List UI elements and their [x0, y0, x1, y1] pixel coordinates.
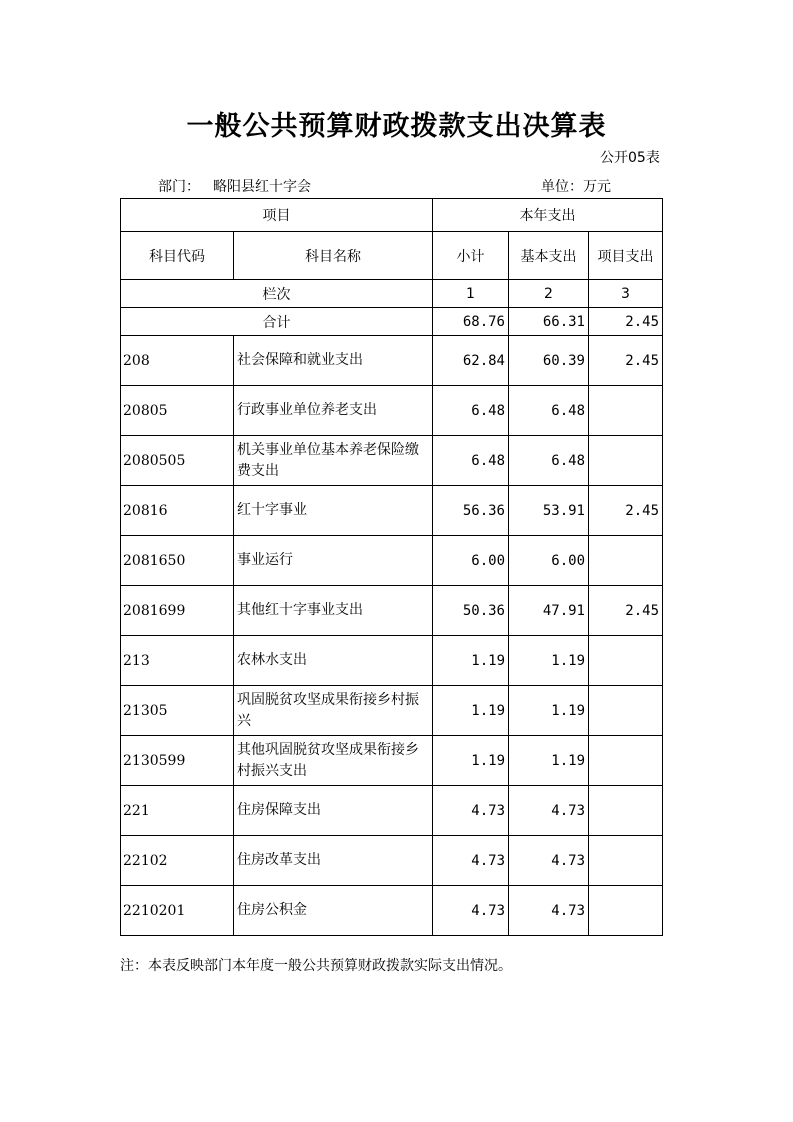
footnote: 注：本表反映部门本年度一般公共预算财政拨款实际支出情况。 [120, 958, 512, 974]
table-row [121, 636, 663, 686]
row-subtotal: 62.84 [433, 336, 509, 386]
header-current-year: 本年支出 [433, 199, 663, 232]
row-name: 红十字事业 [234, 486, 433, 536]
row-subtotal: 1.19 [433, 736, 509, 786]
row-project: 2.45 [589, 586, 663, 636]
header-name: 科目名称 [234, 232, 433, 280]
row-project [589, 386, 663, 436]
row-project [589, 686, 663, 736]
column-number-3: 3 [589, 280, 663, 308]
row-subtotal: 56.36 [433, 486, 509, 536]
table-row [121, 686, 663, 736]
row-basic: 60.39 [509, 336, 589, 386]
expenditure-table [120, 198, 663, 936]
department-label: 部门： [158, 179, 200, 195]
total-subtotal: 68.76 [433, 308, 509, 336]
row-project [589, 636, 663, 686]
row-project: 2.45 [589, 336, 663, 386]
table-row [121, 736, 663, 786]
row-code: 221 [121, 786, 234, 836]
row-basic: 53.91 [509, 486, 589, 536]
row-basic: 47.91 [509, 586, 589, 636]
table-row [121, 836, 663, 886]
row-name: 巩固脱贫攻坚成果衔接乡村振兴 [234, 686, 433, 736]
table-row [121, 786, 663, 836]
row-subtotal: 6.48 [433, 386, 509, 436]
table-row [121, 486, 663, 536]
row-code: 21305 [121, 686, 234, 736]
row-project [589, 886, 663, 936]
header-row-1 [121, 199, 663, 232]
total-row [121, 308, 663, 336]
row-basic: 4.73 [509, 836, 589, 886]
row-code: 2081650 [121, 536, 234, 586]
row-basic: 6.48 [509, 436, 589, 486]
row-project [589, 786, 663, 836]
row-basic: 4.73 [509, 786, 589, 836]
row-name: 住房保障支出 [234, 786, 433, 836]
row-code: 2210201 [121, 886, 234, 936]
row-name: 住房改革支出 [234, 836, 433, 886]
row-subtotal: 4.73 [433, 886, 509, 936]
header-basic: 基本支出 [509, 232, 589, 280]
table-row [121, 386, 663, 436]
column-number-row [121, 280, 663, 308]
row-code: 2080505 [121, 436, 234, 486]
row-subtotal: 1.19 [433, 686, 509, 736]
table-row [121, 886, 663, 936]
row-name: 住房公积金 [234, 886, 433, 936]
row-basic: 1.19 [509, 686, 589, 736]
row-project [589, 736, 663, 786]
header-subtotal: 小计 [433, 232, 509, 280]
page-title: 一般公共预算财政拨款支出决算表 [186, 111, 607, 142]
row-name: 其他巩固脱贫攻坚成果衔接乡村振兴支出 [234, 736, 433, 786]
row-project [589, 836, 663, 886]
column-number-label: 栏次 [121, 280, 433, 308]
total-basic: 66.31 [509, 308, 589, 336]
row-subtotal: 1.19 [433, 636, 509, 686]
row-code: 2081699 [121, 586, 234, 636]
row-code: 22102 [121, 836, 234, 886]
row-subtotal: 4.73 [433, 786, 509, 836]
row-name: 其他红十字事业支出 [234, 586, 433, 636]
header-item: 项目 [121, 199, 433, 232]
row-basic: 4.73 [509, 886, 589, 936]
row-subtotal: 6.00 [433, 536, 509, 586]
row-code: 213 [121, 636, 234, 686]
row-code: 208 [121, 336, 234, 386]
table-row [121, 536, 663, 586]
row-name: 事业运行 [234, 536, 433, 586]
table-row [121, 586, 663, 636]
table-row [121, 336, 663, 386]
row-name: 农林水支出 [234, 636, 433, 686]
row-basic: 1.19 [509, 636, 589, 686]
department-name: 略阳县红十字会 [213, 179, 311, 195]
row-code: 20805 [121, 386, 234, 436]
row-basic: 6.48 [509, 386, 589, 436]
row-name: 社会保障和就业支出 [234, 336, 433, 386]
unit-label: 单位：万元 [541, 179, 611, 195]
row-subtotal: 6.48 [433, 436, 509, 486]
header-code: 科目代码 [121, 232, 234, 280]
row-code: 20816 [121, 486, 234, 536]
row-project: 2.45 [589, 486, 663, 536]
row-code: 2130599 [121, 736, 234, 786]
row-subtotal: 50.36 [433, 586, 509, 636]
header-row-2 [121, 232, 663, 280]
column-number-2: 2 [509, 280, 589, 308]
total-label: 合计 [121, 308, 433, 336]
total-project: 2.45 [589, 308, 663, 336]
row-name: 机关事业单位基本养老保险缴费支出 [234, 436, 433, 486]
table-row [121, 436, 663, 486]
row-subtotal: 4.73 [433, 836, 509, 886]
row-name: 行政事业单位养老支出 [234, 386, 433, 436]
row-project [589, 536, 663, 586]
row-basic: 6.00 [509, 536, 589, 586]
row-basic: 1.19 [509, 736, 589, 786]
row-project [589, 436, 663, 486]
column-number-1: 1 [433, 280, 509, 308]
form-number: 公开05表 [600, 150, 660, 166]
header-project: 项目支出 [589, 232, 663, 280]
